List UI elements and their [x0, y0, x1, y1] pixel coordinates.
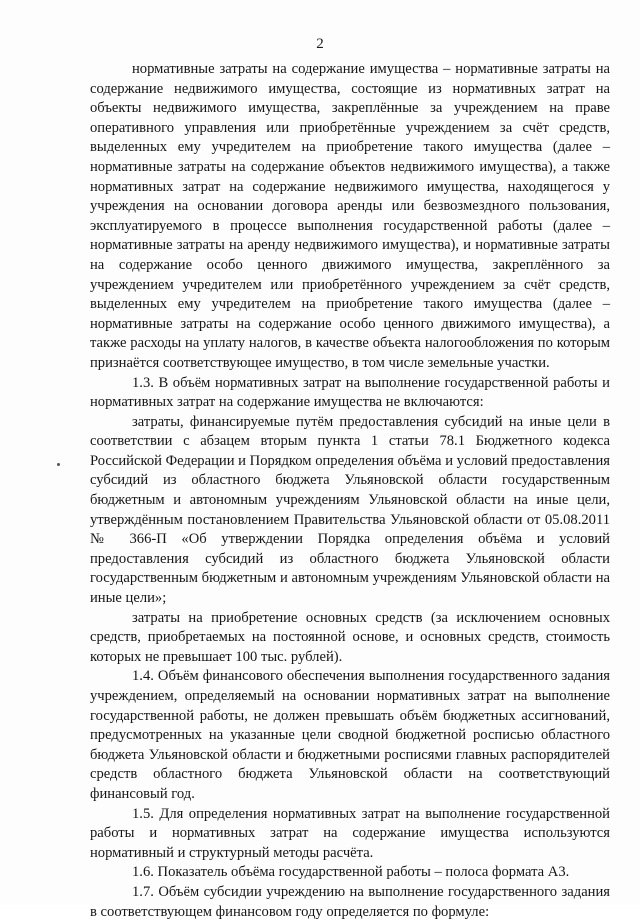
- paragraph: 1.3. В объём нормативных затрат на выполнение государственной работы и нормативных затрат на содержание имущества не включаются:: [90, 374, 610, 411]
- scan-speck: [57, 463, 60, 466]
- paragraph: 1.6. Показатель объёма государственной работы – полоса формата А3.: [132, 864, 570, 881]
- paragraph: 1.4. Объём финансового обеспечения выполнения государственного задания учреждением, определяемый на основании нормативных затрат на выполнение государственной работы, не должен превышать объём бюджетных ассигнований, предусмотренных на указанные цели сводной бюджетной росписью областного бюджета Ульяновской области и бюджетными росписями главных распорядителей средств областного бюджета Ульяновской области на соответствующий финансовый год.: [90, 668, 610, 802]
- paragraph: нормативные затраты на содержание имущества – нормативные затраты на содержание недвижимого имущества, состоящие из нормативных затрат на объекты недвижимого имущества, закреплённые за учреждением на праве оперативного управления или приобретённые учреждением за счёт средств, выделенных ему учредителем на приобретение такого имущества (далее – нормативные затраты на содержание объектов недвижимого имущества), а также нормативных затрат на содержание недвижимого имущества, находящегося у учреждения на основании договора аренды или безвозмездного пользования, эксплуатируемого в процессе выполнения государственной работы (далее – нормативные затраты на аренду недвижимого имущества), и нормативные затраты на содержание особо ценного движимого имущества, закреплённого за учреждением учредителем или приобретённого учреждением за счёт средств, выделенных ему учредителем на приобретение такого имущества (далее – нормативные затраты на содержание особо ценного движимого имущества), а также расходы на уплату налогов, в качестве объекта налогообложения по которым признаётся соответствующее имущество, в том числе земельные участки.: [90, 61, 610, 371]
- paragraph: затраты на приобретение основных средств (за исключением основных средств, приобретаемых на постоянной основе, и основных средств, стоимость которых не превышает 100 тыс. рублей).: [90, 609, 610, 665]
- page-number: 2: [316, 36, 324, 52]
- paragraph: 1.5. Для определения нормативных затрат на выполнение государственной работы и нормативных затрат на содержание имущества используются нормативный и структурный методы расчёта.: [90, 805, 610, 861]
- paragraph: 1.7. Объём субсидии учреждению на выполнение государственного задания в соответствующем финансовом году определяется по формуле:: [90, 883, 610, 920]
- paragraph: затраты, финансируемые путём предоставления субсидий на иные цели в соответствии с абзацем вторым пункта 1 статьи 78.1 Бюджетного кодекса Российской Федерации и Порядком определения объёма и условий предоставления субсидий из областного бюджета Ульяновской области государственным бюджетным и автономным учреждениям Ульяновской области на иные цели, утверждённым постановлением Правительства Ульяновской области от 05.08.2011 № 366-П «Об утверждении Порядка определения объёма и условий предоставления субсидий из областного бюджета Ульяновской области государственным бюджетным и автономным учреждениям Ульяновской области на иные цели»;: [90, 413, 610, 607]
- document-body: [90, 60, 610, 922]
